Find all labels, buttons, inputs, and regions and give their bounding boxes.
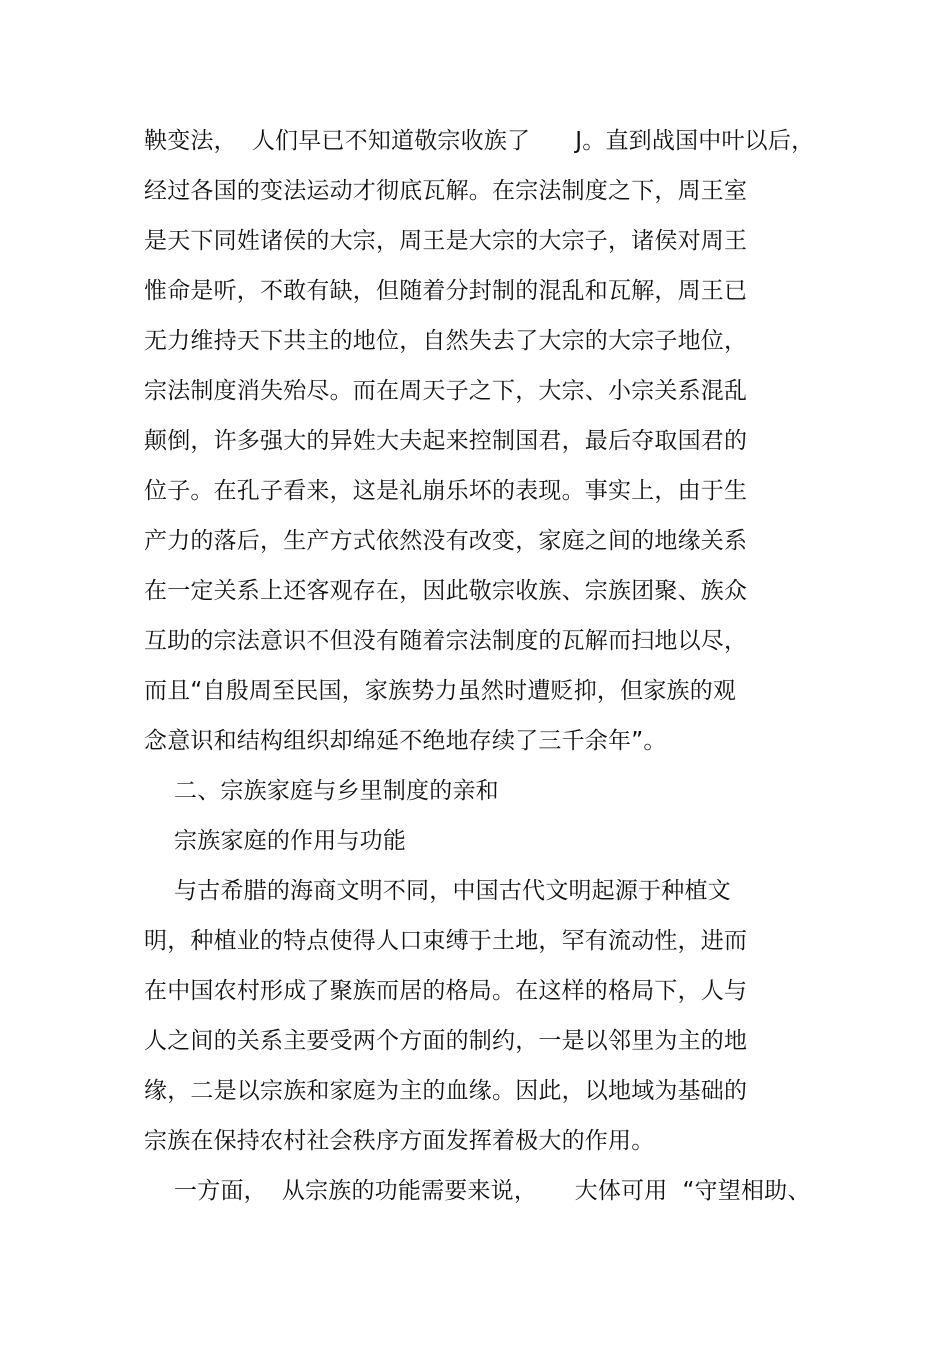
text-line-21: 宗族在保持农村社会秩序方面发挥着极大的作用。: [144, 1128, 655, 1154]
text-line-5: 无力维持天下共主的地位，自然失去了大宗的大宗子地位，: [144, 328, 748, 354]
text-line-13: 念意识和结构组织却绵延不绝地存续了三千余年”。: [144, 728, 667, 754]
text-line-16: 与古希腊的海商文明不同，中国古代文明起源于种植文: [144, 878, 731, 904]
text-line-10: 在一定关系上还客观存在，因此敬宗收族、宗族团聚、族众: [144, 578, 748, 604]
text-line-1: 鞅变法， 人们早已不知道敬宗收族了 J。直到战国中叶以后，: [144, 128, 815, 154]
section-heading: 二、宗族家庭与乡里制度的亲和: [144, 778, 499, 804]
text-line-20: 缘，二是以宗族和家庭为主的血缘。因此，以地域为基础的: [144, 1078, 748, 1104]
text-line-11: 互助的宗法意识不但没有随着宗法制度的瓦解而扫地以尽，: [144, 628, 748, 654]
text-line-6: 宗法制度消失殆尽。而在周天子之下，大宗、小宗关系混乱: [144, 378, 748, 404]
text-line-17: 明，种植业的特点使得人口束缚于土地，罕有流动性，进而: [144, 928, 748, 954]
text-line-12: 而且“自殷周至民国，家族势力虽然时遭贬抑，但家族的观: [144, 678, 737, 704]
text-line-18: 在中国农村形成了聚族而居的格局。在这样的格局下，人与: [144, 978, 748, 1004]
subsection-heading: 宗族家庭的作用与功能: [144, 828, 407, 854]
text-line-2: 经过各国的变法运动才彻底瓦解。在宗法制度之下，周王室: [144, 178, 748, 204]
text-line-4: 惟命是听，不敢有缺，但随着分封制的混乱和瓦解，周王已: [144, 278, 748, 304]
text-line-8: 位子。在孔子看来，这是礼崩乐坏的表现。事实上，由于生: [144, 478, 748, 504]
text-line-7: 颠倒，许多强大的异姓大夫起来控制国君，最后夺取国君的: [144, 428, 748, 454]
text-line-22: 一方面， 从宗族的功能需要来说， 大体可用 “守望相助、: [144, 1178, 811, 1204]
text-line-19: 人之间的关系主要受两个方面的制约，一是以邻里为主的地: [144, 1028, 748, 1054]
text-line-9: 产力的落后，生产方式依然没有改变，家庭之间的地缘关系: [144, 528, 748, 554]
text-line-3: 是天下同姓诸侯的大宗，周王是大宗的大宗子，诸侯对周王: [144, 228, 748, 254]
